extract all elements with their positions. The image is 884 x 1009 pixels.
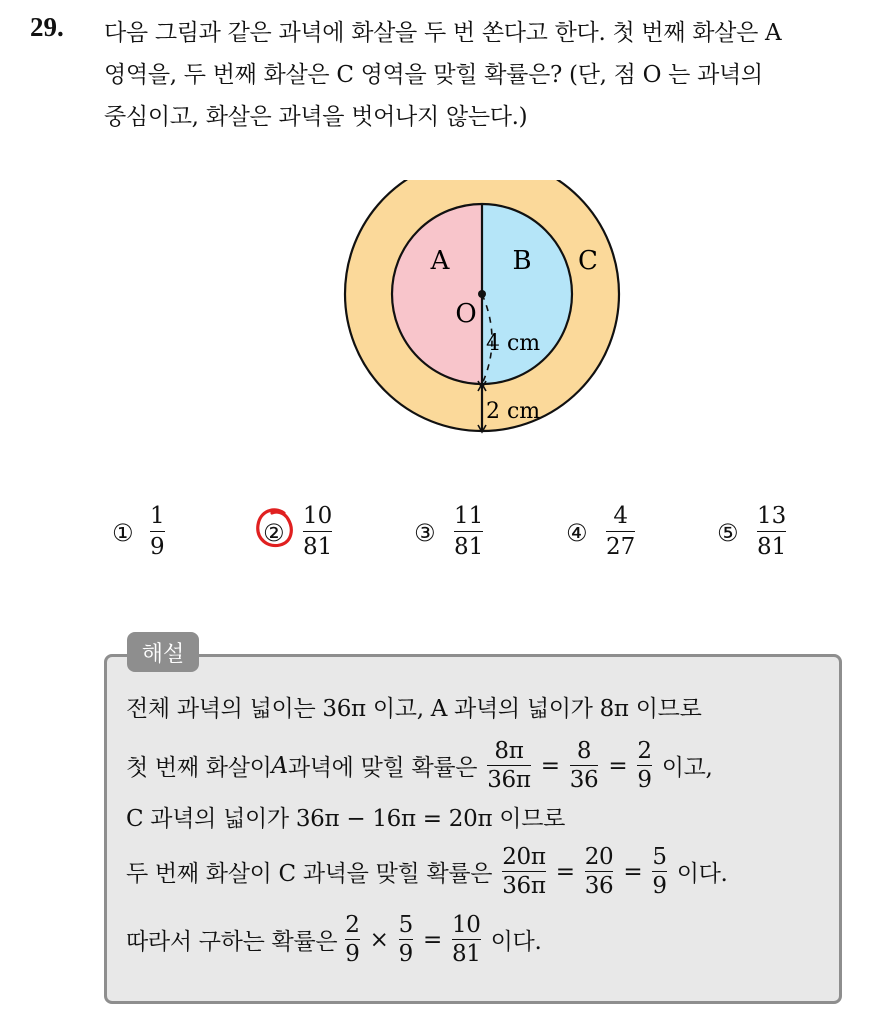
denominator: 81 — [757, 534, 787, 561]
numerator: 13 — [757, 503, 787, 529]
numerator: 11 — [454, 503, 484, 529]
fraction: 5 9 — [398, 912, 413, 968]
choice-number: ④ — [566, 519, 588, 547]
numerator: 1 — [150, 503, 165, 529]
question-line-1: 다음 그림과 같은 과녁에 화살을 두 번 쏜다고 한다. 첫 번째 화살은 A — [104, 20, 782, 46]
choice-number: ② — [263, 519, 285, 547]
numerator: 4 — [613, 503, 628, 529]
choice-fraction — [606, 503, 635, 560]
solution-tag: 해설 — [127, 632, 199, 672]
label-o: O — [455, 299, 477, 329]
label-b: B — [512, 246, 532, 276]
label-c: C — [578, 246, 598, 276]
choice-number: ⑤ — [717, 519, 739, 547]
fraction: 8π 36π — [487, 738, 531, 794]
choice-number: ① — [112, 519, 134, 547]
denominator: 81 — [303, 534, 333, 561]
numerator: 10 — [303, 503, 333, 529]
target-figure — [330, 180, 630, 442]
solution-line-5: 따라서 구하는 확률은 2 9 × 5 9 = 10 81 이다. — [126, 912, 542, 968]
solution-line-2: 첫 번째 화살이 A 과녁에 맞힐 확률은 8π 36π = 8 36 = 2 9 이고, — [126, 738, 713, 794]
solution-line-1: 전체 과녁의 넓이는 36π 이고, A 과녁의 넓이가 8π 이므로 — [126, 696, 702, 722]
denominator: 81 — [454, 534, 484, 561]
fraction: 2 9 — [345, 912, 360, 968]
choice-fraction — [454, 503, 483, 560]
solution-line-4: 두 번째 화살이 C 과녁을 맞힐 확률은 20π 36π = 20 36 = 5 9 이다. — [126, 844, 728, 900]
question-number: 29. — [30, 12, 64, 42]
denominator: 27 — [606, 534, 636, 561]
fraction: 10 81 — [451, 912, 481, 968]
choice-number: ③ — [414, 519, 436, 547]
choice-fraction — [150, 503, 165, 560]
denominator: 9 — [150, 534, 165, 561]
solution-line-3: C 과녁의 넓이가 36π − 16π = 20π 이므로 — [126, 806, 566, 832]
choice-fraction — [303, 503, 332, 560]
fraction: 5 9 — [652, 844, 667, 900]
question-line-3: 중심이고, 화살은 과녁을 벗어나지 않는다.) — [104, 104, 528, 130]
fraction: 20 36 — [584, 844, 614, 900]
fraction: 2 9 — [637, 738, 652, 794]
fraction: 8 36 — [569, 738, 599, 794]
label-inner-radius: 4 cm — [486, 331, 541, 356]
label-a: A — [430, 246, 450, 276]
question-line-2: 영역을, 두 번째 화살은 C 영역을 맞힐 확률은? (단, 점 O 는 과녁의 — [104, 62, 763, 88]
label-ring-width: 2 cm — [486, 399, 541, 424]
choice-fraction — [757, 503, 786, 560]
fraction: 20π 36π — [502, 844, 546, 900]
